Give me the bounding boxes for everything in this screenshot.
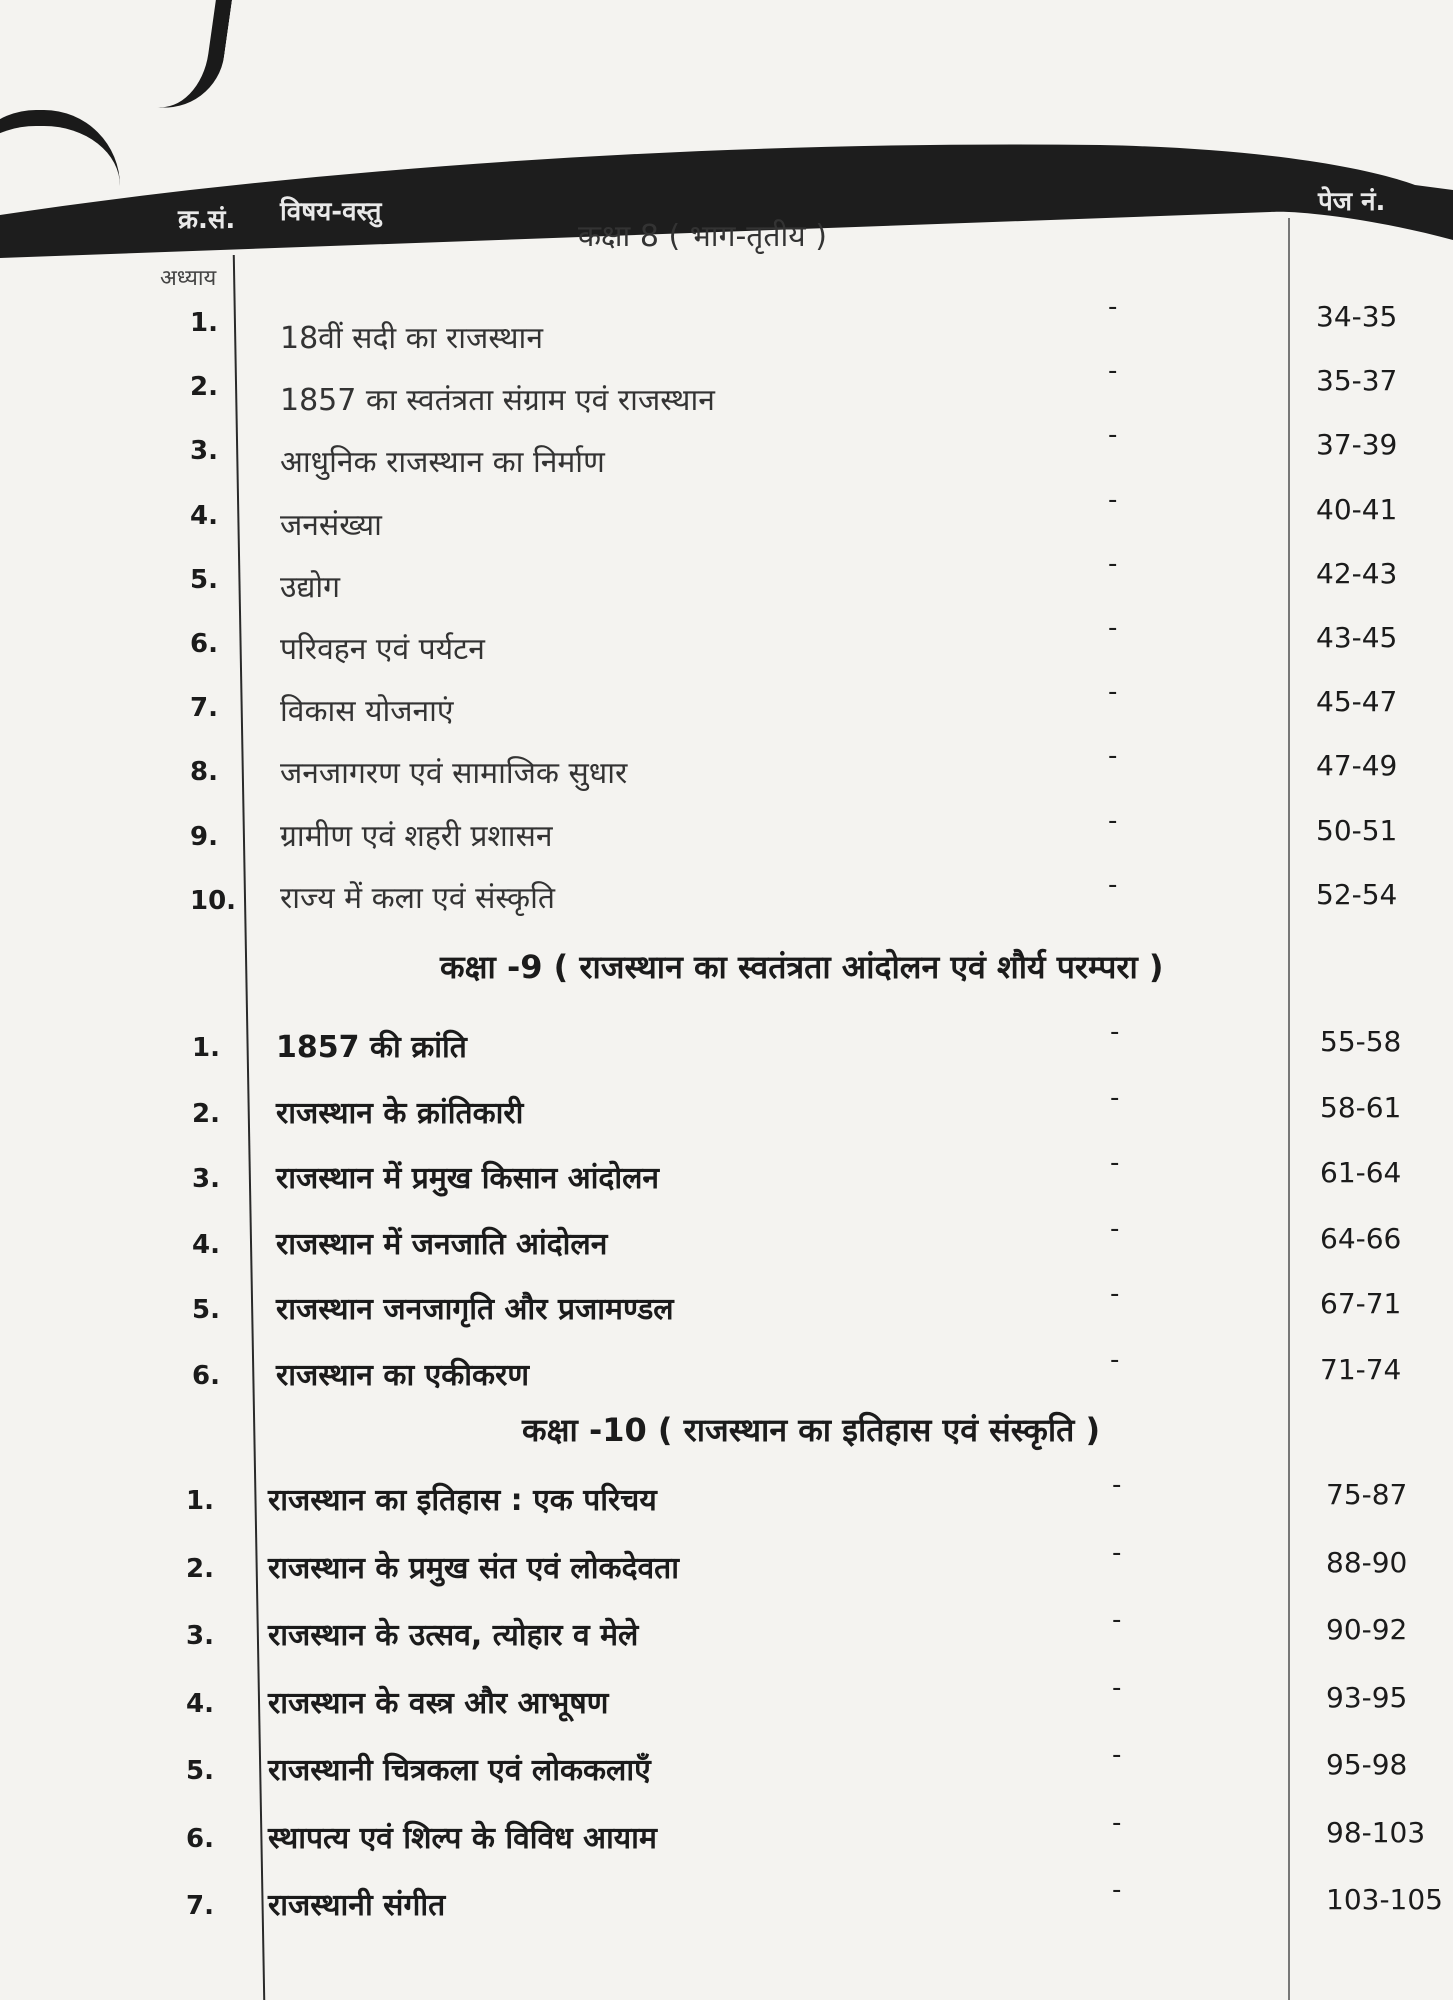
toc-row-title: राजस्थान जनजागृति और प्रजामण्डल [276, 1292, 674, 1327]
toc-row-title: राजस्थान में जनजाति आंदोलन [276, 1226, 608, 1262]
toc-row-title: राज्य में कला एवं संस्कृति [280, 880, 555, 916]
toc-row-dash: - [1112, 1470, 1122, 1500]
toc-row-dash: - [1108, 356, 1118, 387]
toc-row [190, 292, 1398, 356]
toc-row [190, 805, 1398, 866]
toc-row [190, 484, 1398, 545]
toc-row-dash: - [1112, 1807, 1122, 1838]
toc-row-number: 3. [192, 1164, 220, 1194]
header-page-label: पेज नं. [1318, 187, 1386, 217]
toc-row-pages: 95-98 [1326, 1748, 1408, 1781]
toc-row-number: 8. [190, 757, 218, 788]
toc-row-number: 6. [186, 1823, 214, 1854]
header-subject-label: विषय-वस्तु [280, 197, 382, 227]
toc-row-dash: - [1108, 741, 1118, 772]
toc-row-number: 4. [192, 1229, 220, 1260]
toc-row-number: 3. [190, 436, 218, 467]
toc-row-number: 9. [190, 821, 218, 852]
toc-row-title: राजस्थान का इतिहास : एक परिचय [268, 1483, 657, 1518]
toc-row-number: 5. [186, 1756, 214, 1786]
toc-row [192, 1082, 1402, 1143]
toc-row [192, 1213, 1402, 1274]
toc-row-pages: 71-74 [1320, 1352, 1402, 1386]
toc-row-pages: 37-39 [1316, 428, 1398, 462]
toc-row-pages: 45-47 [1316, 685, 1398, 719]
toc-row [190, 869, 1398, 930]
toc-row-pages: 42-43 [1316, 556, 1398, 590]
toc-row-title: जनसंख्या [280, 507, 382, 543]
toc-row-title: विकास योजनाएं [280, 694, 454, 730]
toc-row-pages: 50-51 [1316, 813, 1398, 847]
toc-row-pages: 67-71 [1320, 1287, 1402, 1320]
toc-row-title: राजस्थानी चित्रकला एवं लोककलाएँ [268, 1753, 651, 1788]
toc-row-title: 1857 का स्वतंत्रता संग्राम एवं राजस्थान [280, 383, 715, 419]
toc-row-dash: - [1110, 1148, 1120, 1178]
toc-row-dash: - [1108, 484, 1118, 515]
toc-row-title: राजस्थान के क्रांतिकारी [276, 1095, 524, 1131]
toc-row [190, 613, 1398, 673]
toc-row-number: 1. [190, 308, 218, 338]
toc-row-dash: - [1112, 1672, 1122, 1703]
toc-row-dash: - [1108, 548, 1118, 579]
toc-row-dash: - [1108, 420, 1118, 451]
toc-row-number: 5. [192, 1295, 220, 1325]
toc-row-pages: 98-103 [1326, 1815, 1426, 1849]
toc-row [186, 1537, 1408, 1598]
toc-row [192, 1017, 1402, 1077]
toc-row-dash: - [1112, 1605, 1122, 1635]
toc-row-pages: 58-61 [1320, 1090, 1402, 1124]
toc-row-dash: - [1112, 1875, 1122, 1905]
section-title: कक्षा -10 ( राजस्थान का इतिहास एवं संस्कृति ) [522, 1411, 1101, 1449]
toc-row-title: राजस्थानी संगीत [268, 1888, 446, 1923]
toc-row-pages: 34-35 [1316, 300, 1398, 333]
toc-row-pages: 52-54 [1316, 877, 1398, 911]
toc-row-number: 7. [186, 1891, 214, 1921]
toc-row-number: 4. [190, 500, 218, 531]
toc-row-number: 2. [186, 1553, 214, 1584]
toc-row-title: 1857 की क्रांति [276, 1030, 467, 1065]
toc-row [190, 420, 1398, 481]
header-serial-label: क्र.सं. [178, 205, 236, 235]
toc-row-title: जनजागरण एवं सामाजिक सुधार [280, 756, 628, 792]
toc-row [190, 741, 1398, 801]
toc-row-pages: 75-87 [1326, 1478, 1408, 1511]
toc-row-title: उद्योग [280, 569, 340, 605]
toc-row-title: राजस्थान के प्रमुख संत एवं लोकदेवता [268, 1550, 680, 1586]
toc-row-number: 7. [190, 693, 218, 724]
toc-row-title: राजस्थान में प्रमुख किसान आंदोलन [276, 1161, 660, 1196]
toc-row-title: 18वीं सदी का राजस्थान [280, 321, 543, 356]
toc-row-title: परिवहन एवं पर्यटन [280, 632, 485, 667]
toc-row-title: ग्रामीण एवं शहरी प्रशासन [280, 818, 553, 854]
toc-row-pages: 61-64 [1320, 1156, 1402, 1189]
toc-row-number: 6. [190, 629, 218, 659]
toc-row [192, 1344, 1402, 1405]
toc-row-pages: 47-49 [1316, 749, 1398, 783]
toc-row-dash: - [1112, 1537, 1122, 1568]
toc-row-dash: - [1108, 869, 1118, 900]
toc-row-number: 1. [186, 1486, 214, 1516]
toc-row-number: 2. [190, 372, 218, 403]
toc-row-pages: 55-58 [1320, 1025, 1402, 1058]
chapter-label: अध्याय [160, 266, 217, 291]
toc-row-title: राजस्थान के वस्त्र और आभूषण [268, 1685, 609, 1721]
toc-row-pages: 93-95 [1326, 1680, 1408, 1714]
toc-row-dash: - [1110, 1213, 1120, 1244]
toc-row [186, 1672, 1408, 1733]
toc-row [186, 1605, 1408, 1665]
section-title: कक्षा 8 ( भाग-तृतीय ) [578, 219, 827, 254]
toc-row-dash: - [1108, 613, 1118, 643]
toc-row-title: राजस्थान के उत्सव, त्योहार व मेले [268, 1618, 639, 1653]
toc-row [190, 356, 1398, 419]
toc-row-number: 10. [190, 885, 237, 916]
toc-row [186, 1807, 1426, 1868]
toc-row [192, 1279, 1402, 1339]
toc-row-pages: 40-41 [1316, 492, 1398, 526]
toc-row-pages: 88-90 [1326, 1545, 1408, 1579]
toc-row-dash: - [1110, 1344, 1120, 1375]
section-title: कक्षा -9 ( राजस्थान का स्वतंत्रता आंदोलन एवं शौर्य परम्परा ) [440, 948, 1164, 986]
toc-row [190, 677, 1398, 737]
toc-row-dash: - [1108, 805, 1118, 836]
toc-row-dash: - [1108, 292, 1118, 322]
toc-row [192, 1148, 1402, 1208]
toc-row-dash: - [1110, 1279, 1120, 1309]
toc-row-number: 3. [186, 1621, 214, 1651]
toc-row-dash: - [1110, 1082, 1120, 1113]
toc-row-number: 1. [192, 1033, 220, 1063]
toc-row-pages: 64-66 [1320, 1221, 1402, 1255]
toc-row-pages: 43-45 [1316, 621, 1398, 654]
toc-row-pages: 90-92 [1326, 1613, 1408, 1646]
toc-row [186, 1875, 1443, 1935]
toc-row-dash: - [1112, 1740, 1122, 1770]
toc-row [186, 1470, 1408, 1530]
toc-row-title: राजस्थान का एकीकरण [276, 1357, 530, 1393]
toc-row-number: 2. [192, 1098, 220, 1129]
toc-row-title: स्थापत्य एवं शिल्प के विविध आयाम [268, 1820, 657, 1856]
toc-row [190, 548, 1398, 609]
toc-row [186, 1740, 1408, 1800]
page-curl-decoration [131, 0, 236, 115]
toc-row-number: 5. [190, 564, 218, 595]
toc-row-number: 6. [192, 1360, 220, 1391]
toc-row-title: आधुनिक राजस्थान का निर्माण [280, 445, 605, 481]
toc-row-dash: - [1110, 1017, 1120, 1047]
toc-row-number: 4. [186, 1688, 214, 1719]
toc-row-pages: 103-105 [1326, 1883, 1443, 1916]
toc-row-dash: - [1108, 677, 1118, 708]
toc-row-pages: 35-37 [1316, 364, 1398, 398]
